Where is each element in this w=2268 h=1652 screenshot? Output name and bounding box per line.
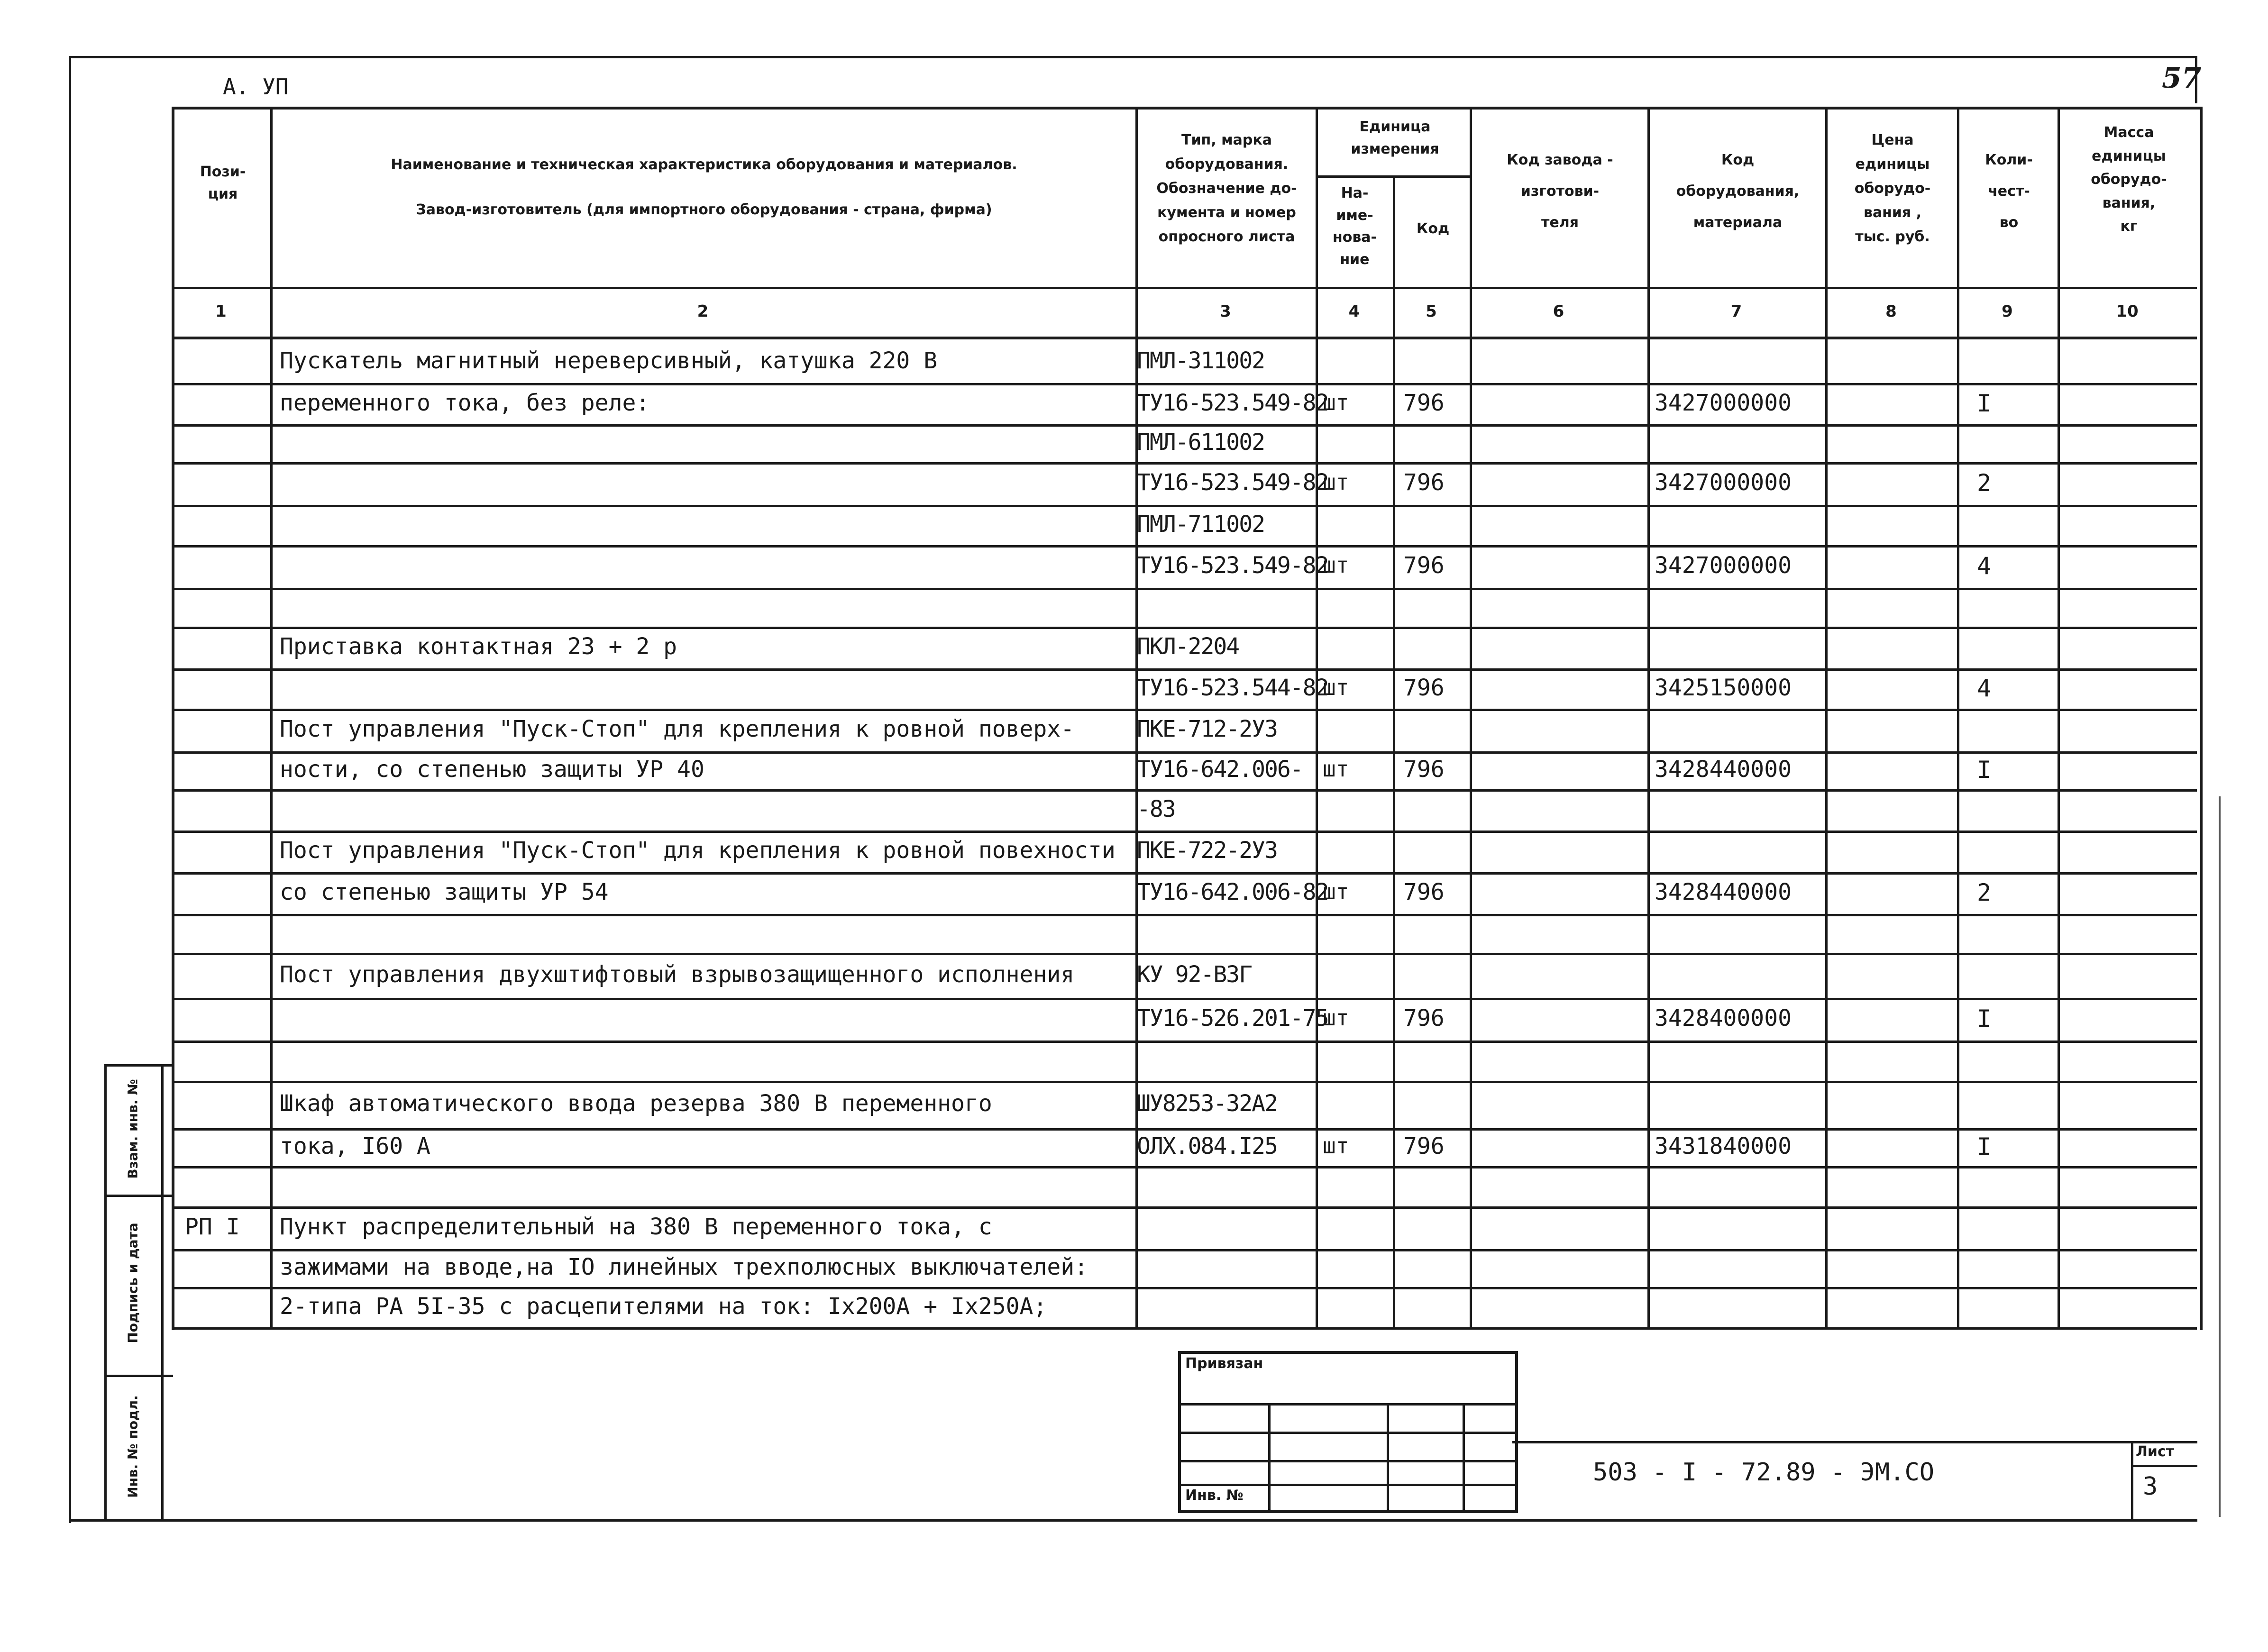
row-unit-code: 796 (1403, 674, 1445, 701)
row-type-mark: ПКЕ-722-2У3 (1137, 837, 1277, 864)
row-name: Пост управления двухштифтовый взрывозащищенного исполнения (280, 961, 1075, 988)
row-equipment-code: 3425150000 (1655, 674, 1792, 701)
row-unit-name: шт (1323, 1133, 1349, 1159)
side-line-1 (104, 1064, 173, 1067)
row-divider (172, 1040, 2197, 1043)
row-divider (172, 709, 2197, 711)
col-line-3 (1316, 107, 1318, 1327)
row-unit-code: 796 (1403, 756, 1445, 783)
stamp-vline-1 (1268, 1403, 1271, 1510)
col-num-2: 2 (697, 302, 709, 321)
col-header-equipment-code: Код оборудования, материала (1676, 152, 1800, 231)
row-quantity: I (1977, 1133, 1992, 1160)
title-block-sheet-divider (2131, 1441, 2133, 1522)
row-quantity: 2 (1977, 469, 1992, 497)
row-unit-name: шт (1323, 879, 1349, 904)
row-unit-name: шт (1323, 674, 1349, 700)
col-line-6 (1647, 107, 1650, 1327)
row-name: 2-типа РА 5I-35 с расцепителями на ток: Iх200А + Iх250А; (280, 1293, 1047, 1320)
row-divider (172, 789, 2197, 792)
row-name: Пункт распределительный на 380 В переменного тока, с (280, 1214, 992, 1240)
row-unit-code: 796 (1403, 389, 1445, 416)
col-header-mass: Масса единицы оборудо- вания, кг (2091, 124, 2167, 235)
col-header-plant-code: Код завода - изготови- теля (1507, 152, 1613, 231)
row-divider (172, 383, 2197, 385)
row-unit-name: шт (1323, 469, 1349, 495)
stamp-inv-label: Инв. № (1185, 1487, 1244, 1504)
col-num-6: 6 (1553, 302, 1564, 321)
row-type-mark: ТУ16-642.006- (1137, 756, 1303, 783)
col-line-5 (1470, 107, 1472, 1327)
side-line-3 (104, 1375, 173, 1377)
col-header-name: Наименование и техническая характеристика оборудования и материалов. (391, 156, 1017, 173)
stamp-vline-2 (1387, 1403, 1389, 1510)
row-type-mark: ОЛХ.084.I25 (1137, 1133, 1277, 1159)
unit-sub-line (1316, 175, 1472, 178)
sheet-number: 3 (2143, 1472, 2158, 1501)
row-divider (172, 751, 2197, 754)
row-divider (172, 462, 2197, 465)
row-name: Пост управления "Пуск-Стоп" для крепления к ровной поверх- (280, 716, 1075, 742)
row-divider (172, 424, 2197, 427)
frame-bottom (69, 1519, 2197, 1522)
col-header-qty: Коли- чест- во (1985, 152, 2033, 231)
row-divider (172, 1206, 2197, 1209)
row-name: Приставка контактная 2З + 2 р (280, 633, 677, 660)
col-header-maker: Завод-изготовитель (для импортного оборудования - страна, фирма) (416, 201, 992, 218)
col-header-position: Пози- ция (200, 164, 246, 202)
title-block-top (1512, 1441, 2197, 1443)
row-unit-code: 796 (1403, 552, 1445, 579)
title-block-sheet-line (2131, 1465, 2197, 1467)
row-type-mark: ТУ16-523.549-82 (1137, 552, 1328, 579)
sheet-label: Лист (2136, 1443, 2175, 1460)
stamp-line-3 (1178, 1460, 1517, 1462)
row-divider (172, 668, 2197, 671)
side-strip-left (104, 1064, 107, 1519)
row-divider (172, 1128, 2197, 1131)
row-type-mark: ТУ16-523.549-82 (1137, 389, 1328, 416)
row-divider (172, 545, 2197, 548)
row-divider (172, 505, 2197, 507)
col-header-unit: Единица измерения (1351, 119, 1439, 157)
row-type-mark: ПМЛ-711002 (1137, 511, 1264, 538)
row-equipment-code: 3427000000 (1655, 389, 1792, 416)
row-type-mark: ШУ8253-32А2 (1137, 1090, 1277, 1117)
col-header-unit-code: Код (1416, 220, 1450, 237)
stamp-line-1 (1178, 1403, 1517, 1406)
row-unit-name: шт (1323, 389, 1349, 415)
row-type-mark: ПКЕ-712-2У3 (1137, 716, 1277, 742)
frame-top (69, 56, 2197, 58)
num-row-bottom-line (172, 337, 2197, 339)
row-divider (172, 998, 2197, 1000)
side-label-signature-date: Подпись и дата (125, 1223, 141, 1343)
row-name: Шкаф автоматического ввода резерва 380 В переменного (280, 1090, 992, 1117)
row-divider (172, 588, 2197, 590)
row-divider (172, 914, 2197, 916)
row-divider (172, 1327, 2197, 1330)
col-line-7 (1825, 107, 1828, 1327)
col-header-unit-name: На- име- нова- ние (1332, 185, 1377, 268)
stamp-privyazan-label: Привязан (1185, 1355, 1263, 1372)
side-label-replace-inv: Взам. инв. № (125, 1079, 141, 1179)
row-quantity: 4 (1977, 552, 1992, 580)
col-header-type: Тип, марка оборудования. Обозначение до- кумента и номер опросного листа (1156, 132, 1297, 245)
row-unit-code: 796 (1403, 879, 1445, 905)
row-equipment-code: 3431840000 (1655, 1133, 1792, 1159)
doc-header: А. УП (223, 74, 289, 100)
row-divider (172, 831, 2197, 833)
stamp-line-4 (1178, 1484, 1517, 1486)
row-type-mark: ПКЛ-2204 (1137, 633, 1239, 660)
stamp-line-2 (1178, 1432, 1517, 1434)
row-name: зажимами на вводе,на IO линейных трехполюсных выключателей: (280, 1254, 1088, 1280)
row-type-mark: ТУ16-523.544-82 (1137, 674, 1328, 701)
row-divider (172, 627, 2197, 629)
row-unit-code: 796 (1403, 1005, 1445, 1031)
row-equipment-code: 3427000000 (1655, 469, 1792, 496)
row-position: РП I (185, 1214, 240, 1240)
col-line-9 (2058, 107, 2060, 1327)
row-name: Пост управления "Пуск-Стоп" для крепления к ровной повехности (280, 837, 1116, 864)
row-quantity: I (1977, 389, 1992, 417)
row-type-mark: ТУ16-642.006-82 (1137, 879, 1328, 905)
row-name: со степенью защиты УР 54 (280, 879, 609, 905)
col-num-4: 4 (1348, 302, 1360, 321)
row-type-mark: ПМЛ-611002 (1137, 429, 1264, 456)
row-type-mark: ТУ16-526.201-75 (1137, 1005, 1328, 1031)
row-name: переменного тока, без реле: (280, 389, 650, 416)
row-divider (172, 953, 2197, 955)
col-num-9: 9 (2002, 302, 2013, 321)
col-line-8 (1957, 107, 1959, 1327)
side-line-2 (104, 1195, 173, 1197)
col-num-1: 1 (215, 302, 227, 321)
row-unit-name: шт (1323, 1005, 1349, 1031)
row-equipment-code: 3428440000 (1655, 879, 1792, 905)
col-num-7: 7 (1730, 302, 1742, 321)
row-type-mark: КУ 92-В3Г (1137, 961, 1252, 988)
right-edge-line (2219, 796, 2221, 1517)
col-num-8: 8 (1885, 302, 1897, 321)
row-equipment-code: 3428440000 (1655, 756, 1792, 783)
row-divider (172, 872, 2197, 875)
row-divider (172, 1081, 2197, 1083)
row-name: ности, со степенью защиты УР 40 (280, 756, 704, 783)
row-quantity: I (1977, 1005, 1992, 1032)
row-divider (172, 1166, 2197, 1168)
row-unit-code: 796 (1403, 1133, 1445, 1159)
row-equipment-code: 3427000000 (1655, 552, 1792, 579)
row-type-mark: -83 (1137, 795, 1175, 822)
row-name: тока, I60 А (280, 1133, 430, 1159)
header-bottom-line (172, 287, 2197, 289)
row-quantity: I (1977, 756, 1992, 784)
row-equipment-code: 3428400000 (1655, 1005, 1792, 1031)
col-line-1 (270, 107, 273, 1327)
row-unit-code: 796 (1403, 469, 1445, 496)
frame-left (69, 56, 71, 1523)
row-divider (172, 1287, 2197, 1289)
row-type-mark: ПМЛ-311002 (1137, 347, 1264, 374)
row-type-mark: ТУ16-523.549-82 (1137, 469, 1328, 496)
row-divider (172, 1249, 2197, 1251)
row-name: Пускатель магнитный нереверсивный, катушка 220 В (280, 347, 938, 374)
col-num-5: 5 (1426, 302, 1437, 321)
corner-mark: 57 (2162, 62, 2202, 95)
col-header-price: Цена единицы оборудо- вания , тыс. руб. (1854, 132, 1931, 245)
side-label-inv-orig: Инв. № подл. (125, 1395, 141, 1498)
row-quantity: 2 (1977, 879, 1992, 906)
row-unit-name: шт (1323, 552, 1349, 578)
row-unit-name: шт (1323, 756, 1349, 782)
col-num-10: 10 (2116, 302, 2139, 321)
side-strip-right (161, 1064, 164, 1519)
col-num-3: 3 (1220, 302, 1231, 321)
document-designation: 503 - I - 72.89 - ЭМ.СО (1593, 1458, 1935, 1487)
row-quantity: 4 (1977, 674, 1992, 702)
stamp-vline-3 (1463, 1403, 1465, 1510)
